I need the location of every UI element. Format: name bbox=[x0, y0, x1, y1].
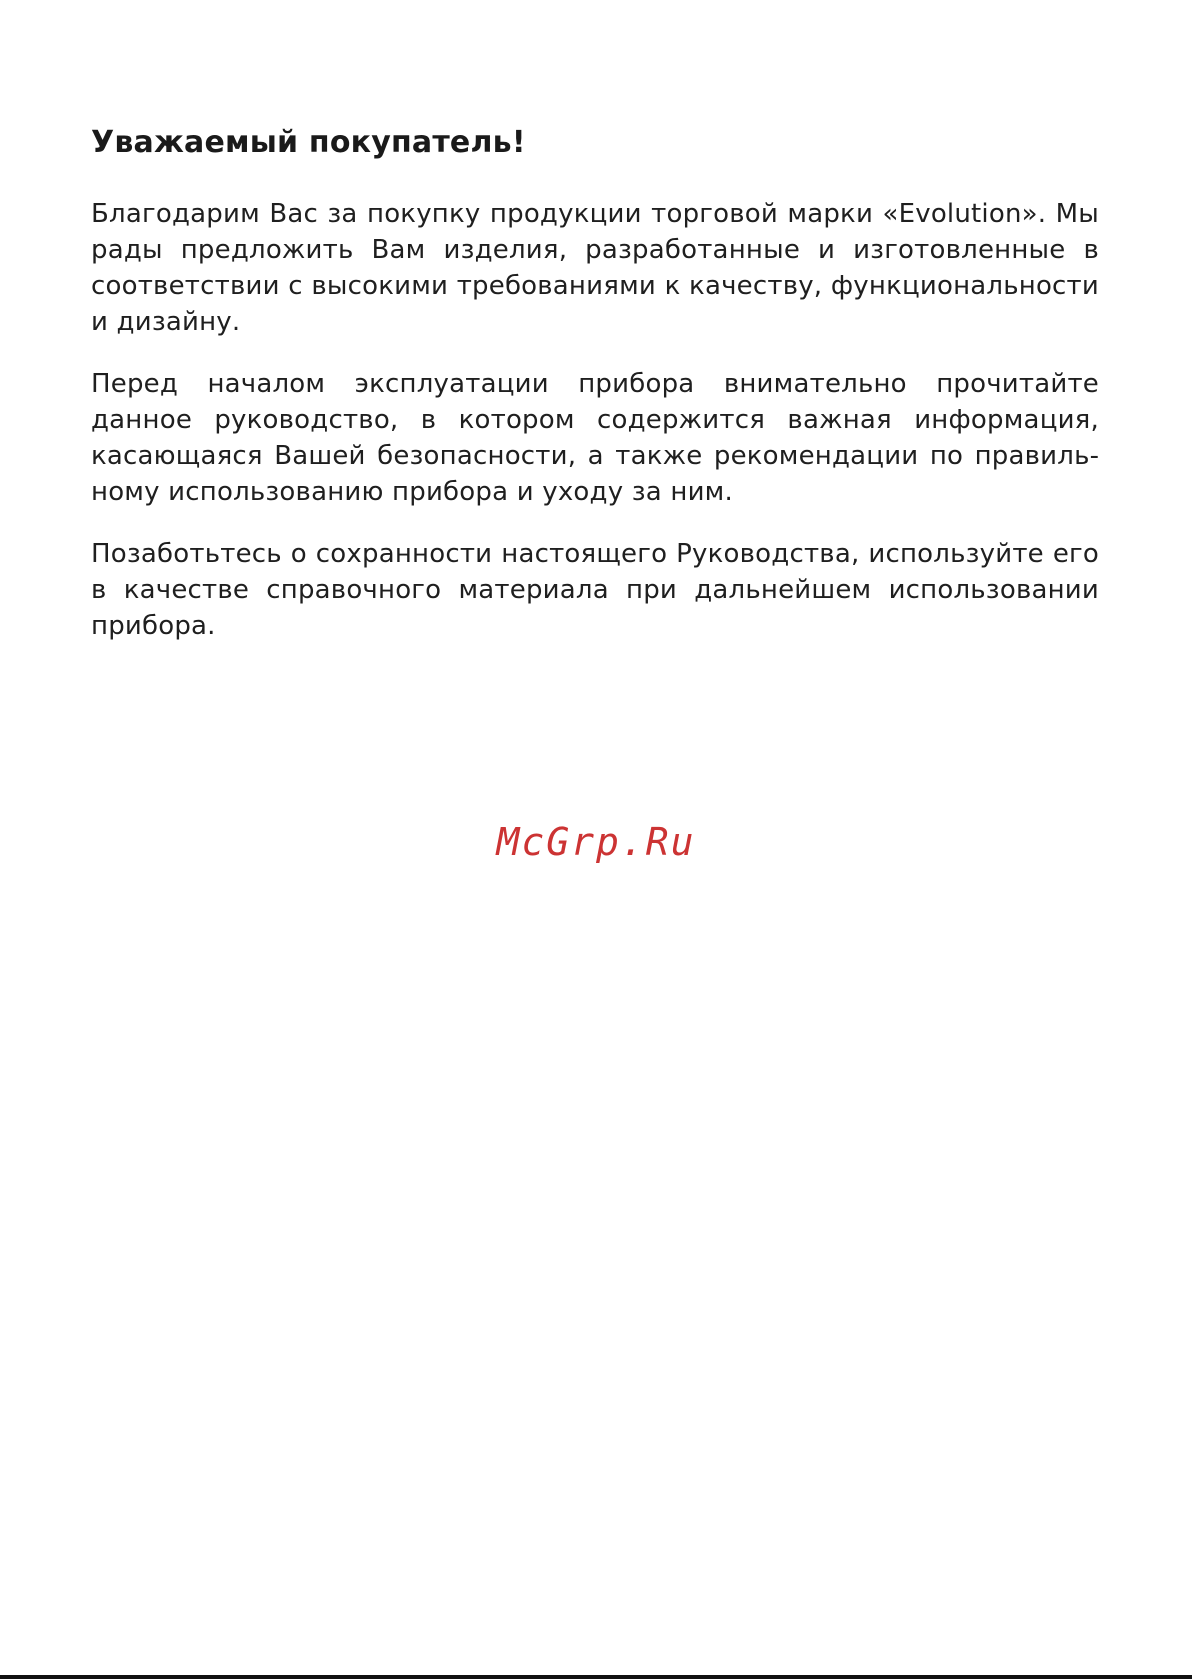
paragraph-read-manual: Перед началом эксплуатации прибора внимательно прочитайте данное руководство, в котором содержится важная информация, касающаяся Вашей безопасности, а также рекомендации по правильному использованию прибора и уходу за ним. bbox=[91, 369, 1099, 507]
watermark-text: McGrp.Ru bbox=[496, 820, 696, 864]
paragraph-keep-manual: Позаботьтесь о сохранности настоящего Руководства, используйте его в качестве справочного материала при дальнейшем использовании прибора. bbox=[91, 539, 1099, 641]
greeting-heading: Уважаемый покупатель! bbox=[91, 125, 526, 160]
page-bottom-rule bbox=[0, 1675, 1192, 1679]
document-content bbox=[91, 118, 1099, 670]
paragraph-thanks: Благодарим Вас за покупку продукции торговой марки «Evolution». Мы рады предложить Вам изделия, разработанные и изготовленные в соответствии с высокими требованиями к качеству, функциональности и дизайну. bbox=[91, 199, 1099, 337]
